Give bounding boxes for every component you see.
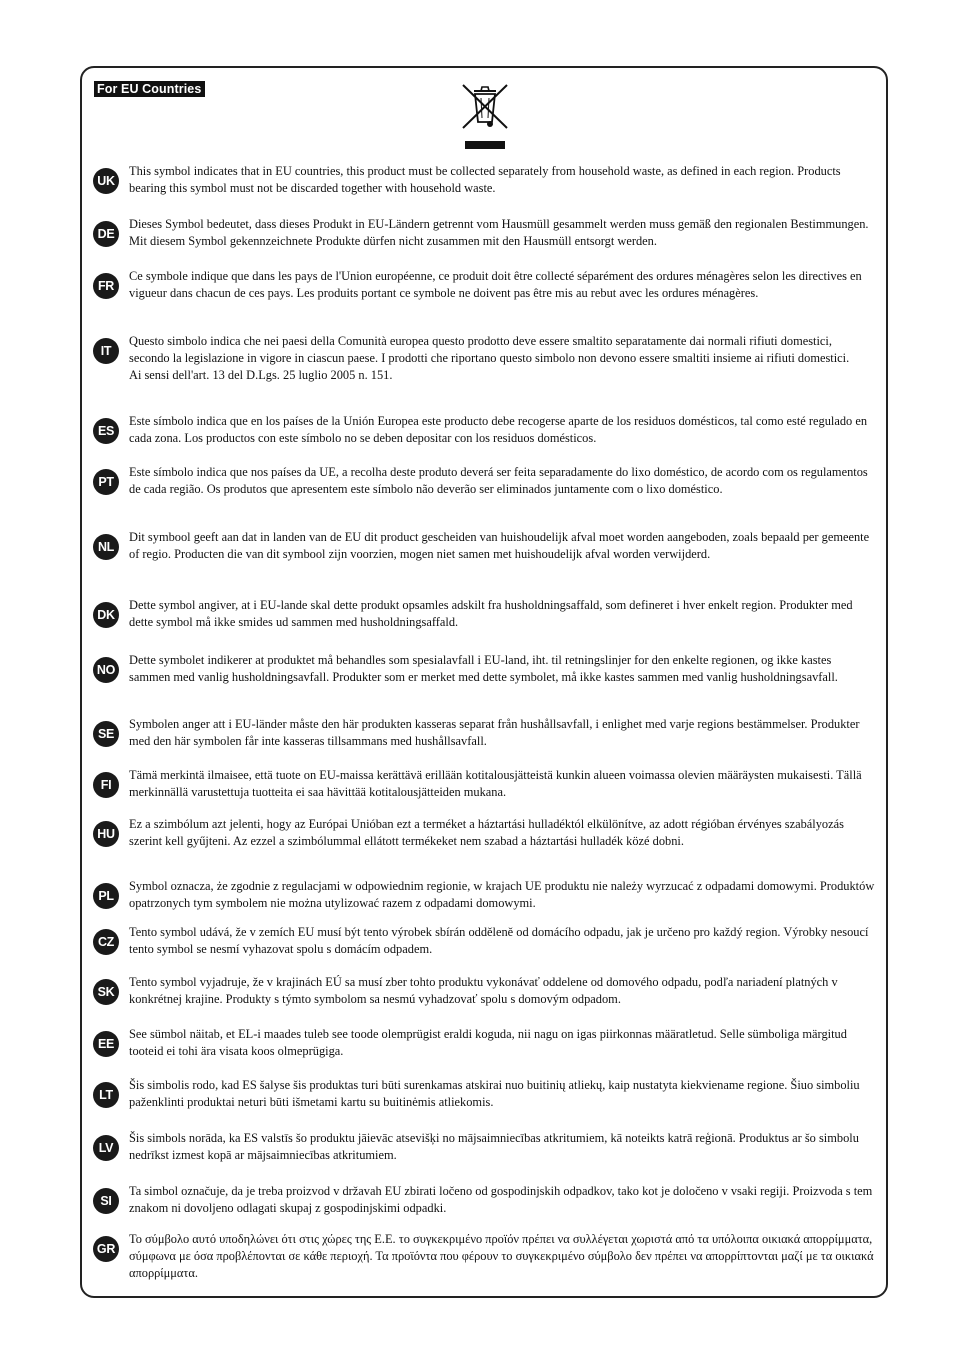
language-badge-hu: HU xyxy=(93,821,119,847)
entry-text xyxy=(129,924,875,958)
language-badge-cz: CZ xyxy=(93,929,119,955)
entry-text xyxy=(129,1231,875,1281)
entry-text xyxy=(129,413,875,447)
entry-paragraph: Tento symbol udává, že v zemích EU musí být tento výrobek sbírán odděleně od domácího odpadu, jak je určeno pro každý region. Výrobky nesoucí tento symbol se nesmí vyhazovat spolu s domácím odpadem. xyxy=(129,925,869,956)
entry-paragraph: Ta simbol označuje, da je treba proizvod v državah EU zbirati ločeno od gospodinjskih odpadkov, tako kot je določeno v vsaki regiji. Proizvoda s tem znakom ni dovoljeno odlagati skupaj z gospodinjskimi odpadki. xyxy=(129,1184,873,1215)
entry-text xyxy=(129,529,875,563)
language-badge-se: SE xyxy=(93,721,119,747)
entry-paragraph: Dette symbolet indikerer at produktet må behandles som spesialavfall i EU-land, iht. til retningslinjer for den enkelte regionen, og ikke kastes sammen med vanlig husholdningsavfall. Produkter som er merket med dette symbolet, må ikke kastes sammen med vanlig husholdningsavfall. xyxy=(129,653,838,684)
language-badge-ee: EE xyxy=(93,1031,119,1057)
entry-text xyxy=(129,1026,875,1060)
entry-text xyxy=(129,716,875,750)
language-badge-gr: GR xyxy=(93,1236,119,1262)
language-badge-sk: SK xyxy=(93,979,119,1005)
entry-paragraph: Dieses Symbol bedeutet, dass dieses Produkt in EU-Ländern getrennt vom Hausmüll gesammelt werden muss gemäß den regionalen Bestimmungen. Mit diesem Symbol gekennzeichnete Produkte dürfen nicht zusammen mit den Hausmüll entsorgt werden. xyxy=(129,217,869,248)
entry-text xyxy=(129,816,875,850)
entry-text xyxy=(129,163,875,197)
entry-text xyxy=(129,974,875,1008)
language-badge-lt: LT xyxy=(93,1082,119,1108)
entry-text xyxy=(129,464,875,498)
language-badge-dk: DK xyxy=(93,602,119,628)
entry-paragraph: Dette symbol angiver, at i EU-lande skal dette produkt opsamles adskilt fra husholdningsaffald, som defineret i hver enkelt region. Produkter med dette symbol må ikke smides ud sammen med husholdningsaffald. xyxy=(129,598,853,629)
entry-paragraph: Este símbolo indica que en los países de la Unión Europea este producto debe recogerse aparte de los residuos domésticos, tal como esté regulado en cada zona. Los productos con este símbolo no se deben depositar con los residuos domésticos. xyxy=(129,414,868,445)
entry-paragraph: Šis simbolis rodo, kad ES šalyse šis produktas turi būti surenkamas atskirai nuo buitinių atliekų, kaip nustatyta kiekviename regione. Šiuo simboliu paženklinti produktai neturi būti išmetami kartu su buitinėmis atliekomis. xyxy=(129,1078,860,1109)
entry-paragraph: Symbolen anger att i EU-länder måste den här produkten kasseras separat från hushållsavfall, i enlighet med varje regions bestämmelser. Produkter med den här symbolen får inte kasseras tillsammans med hushållsavfall. xyxy=(129,717,860,748)
entry-paragraph: See sümbol näitab, et EL-i maades tuleb see toode olemprügist eraldi koguda, nii nagu on igas piirkonnas määratletud. Selle sümboliga märgitud tooteid ei tohi ära visata koos olmeprügiga. xyxy=(129,1027,847,1058)
entry-text xyxy=(129,597,875,631)
entry-text xyxy=(129,652,875,686)
entry-paragraph: Este símbolo indica que nos países da UE, a recolha deste produto deverá ser feita separadamente do lixo doméstico, de acordo com os regulamentos de cada região. Os produtos que apresentem este símbolo não deverão ser eliminados juntamente com o lixo doméstico. xyxy=(129,465,868,496)
language-badge-pt: PT xyxy=(93,469,119,495)
entry-paragraph: Dit symbool geeft aan dat in landen van de EU dit product gescheiden van huishoudelijk afval moet worden aangeboden, zoals bepaald per gemeente of regio. Producten die van dit symbool zijn voorzien, mogen niet samen met huishoudelijk afval worden verwijderd. xyxy=(129,530,870,561)
language-badge-si: SI xyxy=(93,1188,119,1214)
language-badge-uk: UK xyxy=(93,168,119,194)
entry-paragraph: Tämä merkintä ilmaisee, että tuote on EU-maissa kerättävä erillään kotitalousjätteistä kunkin alueen voimassa olevien määräysten mukaisesti. Tällä merkinnällä varustettuja tuotteita ei saa hävittää kotitalousjätteiden mukana. xyxy=(129,768,862,799)
region-heading: For EU Countries xyxy=(94,81,205,97)
entry-paragraph: Ez a szimbólum azt jelenti, hogy az Európai Unióban ezt a terméket a háztartási hulladéktól elkülönítve, az adott régióban érvényes szabályozás szerint kell gyűjteni. Az ezzel a szimbólummal ellátott termékeket nem szabad a háztartási hulladék közé dobni. xyxy=(129,817,844,848)
language-badge-it: IT xyxy=(93,338,119,364)
entry-paragraph: Šis simbols norāda, ka ES valstīs šo produktu jāievāc atsevišķi no mājsaimniecības atkritumiem, kā noteikts katrā reģionā. Produktus ar šo simbolu nedrīkst izmest kopā ar mājsaimniecības atkritumiem. xyxy=(129,1131,859,1162)
entry-text xyxy=(129,333,875,383)
entry-paragraph: Ai sensi dell'art. 13 del D.Lgs. 25 luglio 2005 n. 151. xyxy=(129,367,393,382)
entry-paragraph: Questo simbolo indica che nei paesi della Comunità europea questo prodotto deve essere smaltito separatamente dai normali rifiuti domestici, secondo la legislazione in vigore in ciascun paese. I prodotti che riportano questo simbolo non devono essere smaltiti insieme ai rifiuti domestici. xyxy=(129,334,850,365)
language-badge-pl: PL xyxy=(93,883,119,909)
entry-text xyxy=(129,216,875,250)
language-badge-es: ES xyxy=(93,418,119,444)
language-badge-no: NO xyxy=(93,657,119,683)
entry-text xyxy=(129,1183,875,1217)
crossed-out-wheelie-bin-icon xyxy=(460,80,510,152)
entry-paragraph: Symbol oznacza, że zgodnie z regulacjami w odpowiednim regionie, w krajach UE produktu nie należy wyrzucać z odpadami domowymi. Produktów opatrzonych tym symbolem nie można utylizować razem z odpadami domowymi. xyxy=(129,879,875,910)
language-badge-fi: FI xyxy=(93,772,119,798)
entry-text xyxy=(129,268,875,302)
entry-text xyxy=(129,1077,875,1111)
entry-paragraph: This symbol indicates that in EU countries, this product must be collected separately from household waste, as defined in each region. Products bearing this symbol must not be discarded together with household waste. xyxy=(129,164,841,195)
language-badge-nl: NL xyxy=(93,534,119,560)
language-badge-lv: LV xyxy=(93,1135,119,1161)
entry-text xyxy=(129,878,875,912)
entry-paragraph: Το σύμβολο αυτό υποδηλώνει ότι στις χώρες της Ε.Ε. το συγκεκριμένο προϊόν πρέπει να συλλέγεται χωριστά από τα υπόλοιπα οικιακά απορρίμματα, σύμφωνα με όσα προβλέπονται σε κάθε περιοχή. Τα προϊόντα που φέρουν το συγκεκριμένο σύμβολο δεν πρέπει να απορρίπτονται μαζί με τα οικιακά απορρίμματα. xyxy=(129,1232,874,1280)
entry-text xyxy=(129,767,875,801)
language-badge-de: DE xyxy=(93,221,119,247)
entry-paragraph: Ce symbole indique que dans les pays de l'Union européenne, ce produit doit être collecté séparément des ordures ménagères selon les directives en vigueur dans chacun de ces pays. Les produits portant ce symbole ne doivent pas être mis au rebut avec les ordures ménagères. xyxy=(129,269,862,300)
entry-paragraph: Tento symbol vyjadruje, že v krajinách EÚ sa musí zber tohto produktu vykonávať oddelene od domového odpadu, podľa nariadení platných v konkrétnej krajine. Produkty s týmto symbolom sa nesmú vyhadzovať spolu s domovým odpadom. xyxy=(129,975,838,1006)
entry-text xyxy=(129,1130,875,1164)
language-badge-fr: FR xyxy=(93,273,119,299)
